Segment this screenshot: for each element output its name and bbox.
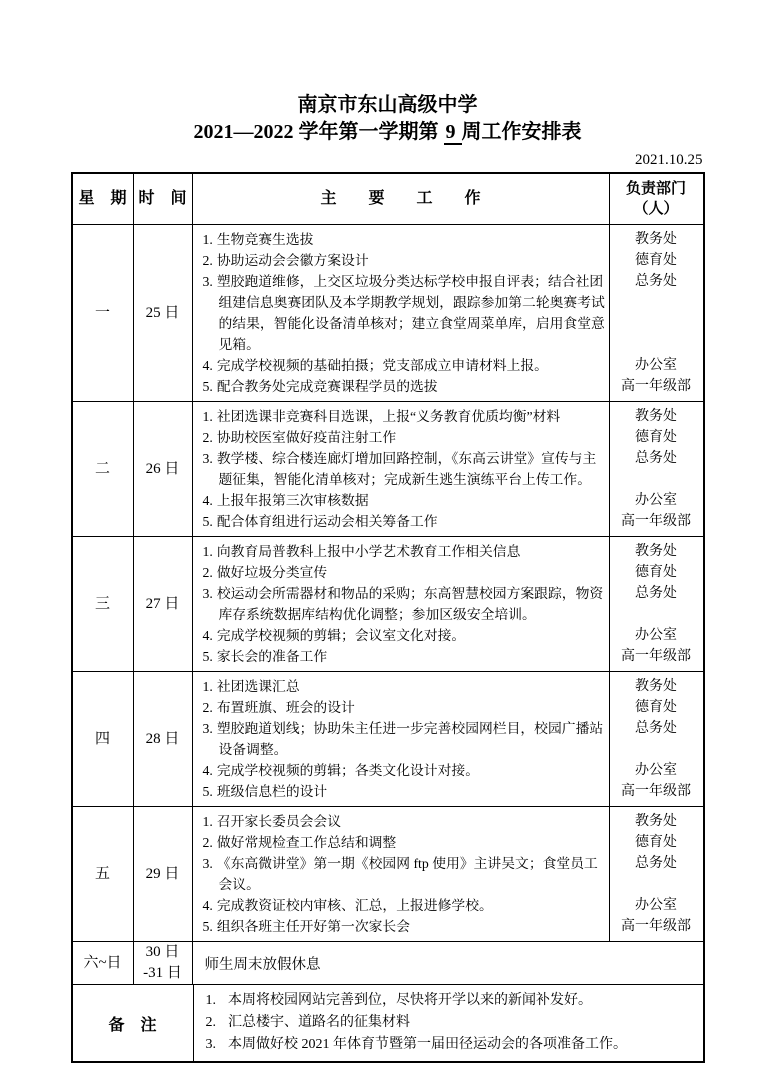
- work-text: [193, 760, 609, 781]
- item-text: 召开家长委员会会议: [216, 814, 342, 829]
- dept-label: 高一年级部: [609, 646, 703, 671]
- time-label: 26 日: [134, 402, 193, 536]
- item-text: 做好垃圾分类宣传: [216, 565, 328, 580]
- day-label: 二: [73, 402, 134, 536]
- work-text: [193, 511, 609, 536]
- item-text: 完成学校视频的基础拍摄；党支部成立申请材料上报。: [216, 358, 548, 373]
- day-row-tuesday: [73, 401, 703, 536]
- item-number: 1.: [202, 232, 213, 247]
- item-text: 完成学校视频的剪辑；各类文化设计对接。: [216, 763, 479, 778]
- day-row-thursday: [73, 671, 703, 806]
- work-item: [193, 672, 703, 697]
- dept-label: 教务处: [609, 672, 703, 697]
- day-row-weekend: [73, 941, 703, 984]
- day-label: 六~日: [73, 942, 134, 984]
- item-text: 做好常规检查工作总结和调整: [216, 835, 397, 850]
- dept-label: 高一年级部: [609, 376, 703, 401]
- item-number: 5.: [202, 919, 213, 934]
- item-number: 3.: [202, 586, 213, 601]
- dept-label: 总务处: [609, 853, 703, 895]
- dept-label: 办公室: [609, 490, 703, 511]
- note-number: 3.: [205, 1037, 216, 1052]
- item-number: 1.: [202, 679, 213, 694]
- item-text: 校运动会所需器材和物品的采购；东高智慧校园方案跟踪，物资库存系统数据库结构优化调整；参加区级安全培训。: [216, 586, 604, 622]
- dept-label: 总务处: [609, 448, 703, 490]
- document: [71, 0, 705, 1063]
- work-item: [193, 583, 703, 625]
- time-label: 25 日: [134, 225, 193, 401]
- item-text: 组织各班主任开好第一次家长会: [216, 919, 411, 934]
- item-text: 《东高微讲堂》第一期《校园网 ftp 使用》主讲吴文；食堂员工会议。: [216, 856, 598, 892]
- item-number: 3.: [202, 274, 213, 289]
- item-number: 1.: [202, 544, 213, 559]
- work-text: [193, 672, 609, 697]
- day-label: 五: [73, 807, 134, 941]
- work-item: [193, 490, 703, 511]
- work-items: [193, 225, 703, 401]
- item-number: 4.: [202, 763, 213, 778]
- time-label: 30 日 -31 日: [134, 942, 193, 984]
- note-text: 本周做好校 2021 年体育节暨第一届田径运动会的各项准备工作。: [228, 1037, 627, 1052]
- item-number: 3.: [202, 856, 213, 871]
- header-dept-line1: 负责部门: [625, 181, 686, 197]
- note-item: [206, 1012, 697, 1034]
- dept-label: 总务处: [609, 718, 703, 760]
- time-label: 28 日: [134, 672, 193, 806]
- time-label: 27 日: [134, 537, 193, 671]
- work-text: [193, 807, 609, 832]
- work-item: [193, 625, 703, 646]
- school-title: 南京市东山高级中学: [297, 94, 478, 116]
- header-row: [73, 174, 703, 224]
- work-item: [193, 697, 703, 718]
- schedule-table: [71, 172, 705, 1063]
- dept-label: 教务处: [609, 402, 703, 427]
- item-text: 社团选课汇总: [216, 679, 300, 694]
- item-text: 完成学校视频的剪辑；会议室文化对接。: [216, 628, 466, 643]
- dept-label: 高一年级部: [609, 916, 703, 941]
- item-text: 塑胶跑道维修，上交区垃圾分类达标学校申报自评表；结合社团组建信息奥赛团队及本学期教学规划，跟踪参加第二轮奥赛考试的结果，智能化设备清单核对；建立食堂周菜单库，启用食堂意见箱。: [216, 274, 605, 352]
- work-item: [193, 448, 703, 490]
- item-number: 1.: [202, 814, 213, 829]
- work-text: [193, 625, 609, 646]
- dept-label: 德育处: [609, 562, 703, 583]
- weekend-note: 师生周末放假休息: [204, 956, 321, 973]
- item-number: 5.: [202, 784, 213, 799]
- work-item: [193, 271, 703, 355]
- notes-row: [73, 984, 703, 1061]
- work-text: [193, 490, 609, 511]
- work-item: [193, 781, 703, 806]
- dept-label: 办公室: [609, 625, 703, 646]
- work-items: [193, 537, 703, 671]
- schedule-subtitle: [71, 119, 705, 146]
- work-item: [193, 250, 703, 271]
- dept-label: 德育处: [609, 427, 703, 448]
- work-text: [193, 537, 609, 562]
- work-item: [193, 562, 703, 583]
- note-number: 1.: [205, 993, 216, 1008]
- dept-label: 德育处: [609, 250, 703, 271]
- item-number: 2.: [202, 835, 213, 850]
- item-text: 向教育局普教科上报中小学艺术教育工作相关信息: [216, 544, 521, 559]
- work-text: [193, 427, 609, 448]
- notes-label: 备 注: [73, 985, 194, 1061]
- work-text: [193, 718, 609, 760]
- dept-label: 办公室: [609, 355, 703, 376]
- dept-label: 教务处: [609, 537, 703, 562]
- work-text: [193, 562, 609, 583]
- item-text: 上报年报第三次审核数据: [216, 493, 369, 508]
- item-number: 4.: [202, 628, 213, 643]
- work-text: [193, 853, 609, 895]
- work-item: [193, 376, 703, 401]
- work-item: [193, 916, 703, 941]
- item-number: 2.: [202, 253, 213, 268]
- item-text: 塑胶跑道划线；协助朱主任进一步完善校园网栏目，校园广播站设备调整。: [216, 721, 604, 757]
- work-text: [193, 355, 609, 376]
- item-text: 教学楼、综合楼连廊灯增加回路控制，《东高云讲堂》宣传与主题征集，智能化清单核对；完成新生逃生演练平台上传工作。: [216, 451, 597, 487]
- item-text: 社团选课非竞赛科目选课，上报“义务教育优质均衡”材料: [216, 409, 561, 424]
- notes-body: [194, 985, 703, 1061]
- work-text: [193, 697, 609, 718]
- day-label: 一: [73, 225, 134, 401]
- header-work: 主 要 工 作: [320, 190, 481, 207]
- work-items: [193, 672, 703, 806]
- item-text: 配合教务处完成竞赛课程学员的选拔: [216, 379, 438, 394]
- time-label: 29 日: [134, 807, 193, 941]
- item-number: 5.: [202, 649, 213, 664]
- work-text: [193, 271, 609, 355]
- item-number: 5.: [202, 514, 213, 529]
- dept-label: 总务处: [609, 271, 703, 355]
- work-text: [193, 376, 609, 401]
- dept-label: 总务处: [609, 583, 703, 625]
- item-number: 2.: [202, 700, 213, 715]
- work-item: [193, 832, 703, 853]
- item-number: 4.: [202, 358, 213, 373]
- work-item: [193, 402, 703, 427]
- header-dept-line2: （人）: [633, 201, 679, 217]
- work-text: [193, 402, 609, 427]
- work-item: [193, 718, 703, 760]
- work-text: [193, 646, 609, 671]
- work-item: [193, 807, 703, 832]
- day-label: 三: [73, 537, 134, 671]
- work-text: [193, 781, 609, 806]
- work-text: [193, 832, 609, 853]
- dept-label: 办公室: [609, 760, 703, 781]
- work-text: [193, 583, 609, 625]
- dept-label: 高一年级部: [609, 781, 703, 806]
- work-item: [193, 225, 703, 250]
- note-item: [206, 1034, 697, 1056]
- item-number: 4.: [202, 493, 213, 508]
- header-day: 星 期: [73, 174, 134, 224]
- work-items: [193, 402, 703, 536]
- item-number: 3.: [202, 721, 213, 736]
- dept-label: 教务处: [609, 225, 703, 250]
- subtitle-prefix: 2021—2022 学年第一学期第: [193, 121, 444, 143]
- item-text: 家长会的准备工作: [216, 649, 328, 664]
- work-text: [193, 916, 609, 941]
- item-text: 协助校医室做好疫苗注射工作: [216, 430, 397, 445]
- dept-label: 办公室: [609, 895, 703, 916]
- work-item: [193, 760, 703, 781]
- work-item: [193, 355, 703, 376]
- day-row-monday: [73, 224, 703, 401]
- dept-label: 德育处: [609, 697, 703, 718]
- note-item: [206, 990, 697, 1012]
- note-number: 2.: [205, 1015, 216, 1030]
- header-dept: [609, 174, 703, 224]
- day-row-wednesday: [73, 536, 703, 671]
- item-number: 4.: [202, 898, 213, 913]
- day-row-friday: [73, 806, 703, 941]
- work-item: [193, 427, 703, 448]
- work-item: [193, 853, 703, 895]
- item-number: 2.: [202, 565, 213, 580]
- item-text: 完成教资证校内审核、汇总，上报进修学校。: [216, 898, 493, 913]
- item-text: 布置班旗、班会的设计: [216, 700, 355, 715]
- item-number: 5.: [202, 379, 213, 394]
- note-text: 本周将校园网站完善到位，尽快将开学以来的新闻补发好。: [228, 993, 592, 1008]
- work-item: [193, 537, 703, 562]
- work-items: [193, 807, 703, 941]
- week-number-underlined: 9: [444, 121, 462, 145]
- day-label: 四: [73, 672, 134, 806]
- work-text: [193, 250, 609, 271]
- item-text: 配合体育组进行运动会相关筹备工作: [216, 514, 438, 529]
- work-text: [193, 895, 609, 916]
- item-text: 生物竞赛生选拔: [216, 232, 314, 247]
- header-time: 时 间: [134, 174, 193, 224]
- dept-label: 高一年级部: [609, 511, 703, 536]
- note-text: 汇总楼宇、道路名的征集材料: [228, 1015, 410, 1030]
- dept-label: 教务处: [609, 807, 703, 832]
- work-item: [193, 646, 703, 671]
- dept-label: 德育处: [609, 832, 703, 853]
- work-text: [193, 448, 609, 490]
- subtitle-suffix: 周工作安排表: [461, 121, 582, 143]
- issue-date: 2021.10.25: [635, 152, 703, 168]
- item-number: 2.: [202, 430, 213, 445]
- item-number: 3.: [202, 451, 213, 466]
- item-number: 1.: [202, 409, 213, 424]
- work-item: [193, 511, 703, 536]
- work-item: [193, 895, 703, 916]
- item-text: 协助运动会会徽方案设计: [216, 253, 369, 268]
- work-text: [193, 225, 609, 250]
- item-text: 班级信息栏的设计: [216, 784, 328, 799]
